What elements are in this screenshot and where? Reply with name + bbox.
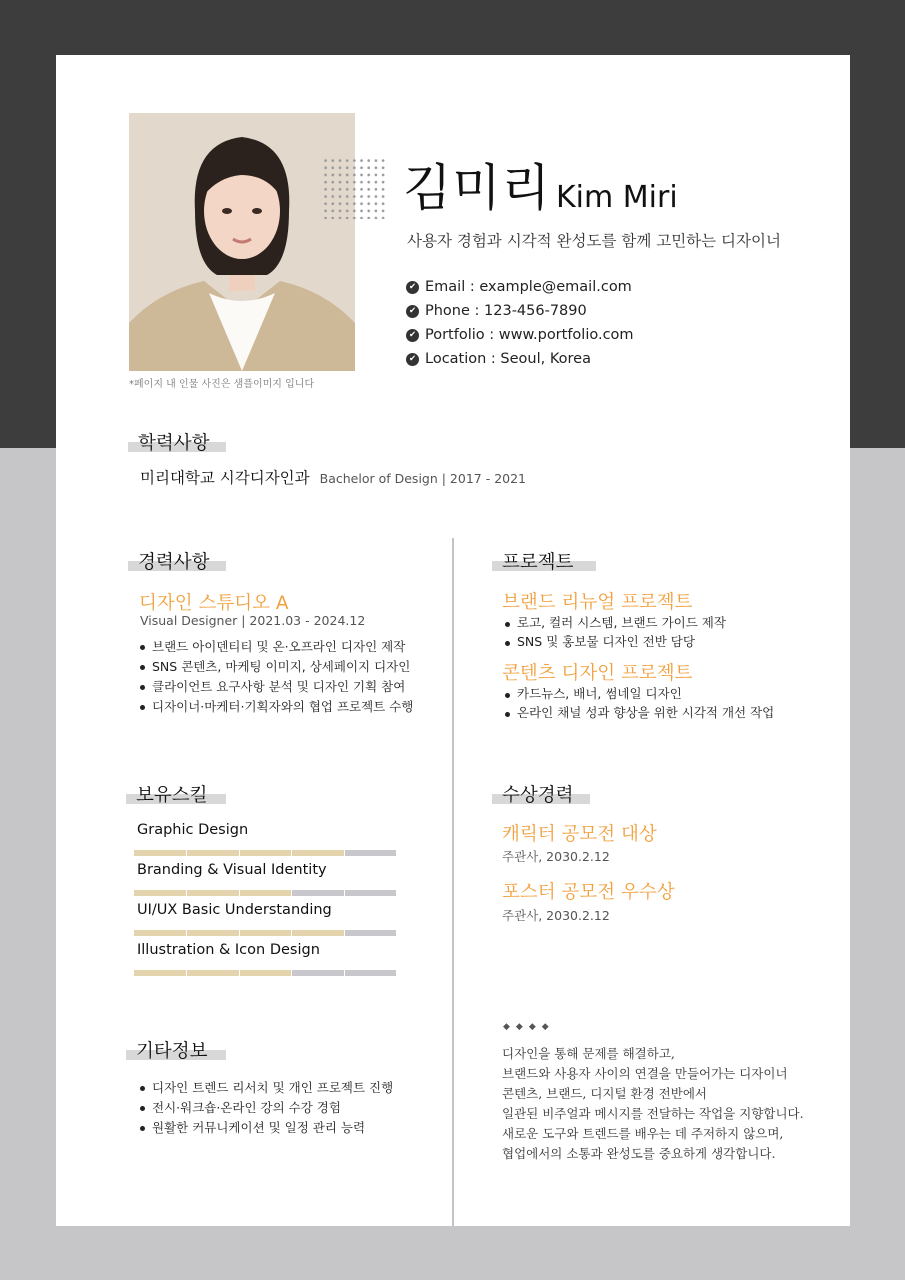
check-circle-icon: ✔ xyxy=(406,305,419,318)
skill-name: Illustration & Icon Design xyxy=(137,942,320,958)
skill-bar-tick xyxy=(239,970,240,976)
section-title: 학력사항 xyxy=(138,433,210,454)
section-title: 수상경력 xyxy=(502,785,574,806)
award-detail: 주관사, 2030.2.12 xyxy=(502,849,610,864)
check-circle-icon: ✔ xyxy=(406,329,419,342)
column-divider xyxy=(452,538,454,1226)
list-item: 디자인 트렌드 리서치 및 개인 프로젝트 진행 xyxy=(138,1078,393,1098)
skill-bar-tick xyxy=(291,890,292,896)
skill-bar-tick xyxy=(344,930,345,936)
contact-label: Location : Seoul, Korea xyxy=(425,351,591,367)
skill-name: UI/UX Basic Understanding xyxy=(137,902,332,918)
section-title: 경력사항 xyxy=(138,552,210,573)
list-item: SNS 및 홍보물 디자인 전반 담당 xyxy=(503,633,726,652)
project-bullets xyxy=(503,685,774,722)
skill-bar-tick xyxy=(239,850,240,856)
contact-email[interactable] xyxy=(406,275,634,299)
list-item: 카드뉴스, 배너, 썸네일 디자인 xyxy=(503,685,774,704)
career-role: Visual Designer | 2021.03 - 2024.12 xyxy=(140,613,366,628)
check-circle-icon: ✔ xyxy=(406,281,419,294)
bio-line: 협업에서의 소통과 완성도를 중요하게 생각합니다. xyxy=(502,1146,776,1161)
career-bullets xyxy=(138,637,413,717)
skill-bar-fill xyxy=(134,890,291,896)
award-detail: 주관사, 2030.2.12 xyxy=(502,908,610,923)
skill-bar-tick xyxy=(291,930,292,936)
skill-bar-tick xyxy=(239,930,240,936)
award-title: 포스터 공모전 우수상 xyxy=(502,882,675,903)
skill-bar-tick xyxy=(291,850,292,856)
tagline: 사용자 경험과 시각적 완성도를 함께 고민하는 디자이너 xyxy=(407,232,781,250)
skill-bar-tick xyxy=(186,930,187,936)
bio-line: 일관된 비주얼과 메시지를 전달하는 작업을 지향합니다. xyxy=(502,1106,804,1121)
education-entry xyxy=(140,466,526,488)
contact-list xyxy=(406,275,634,371)
section-title: 보유스킬 xyxy=(136,785,208,806)
bio-line: 디자인을 통해 문제를 해결하고, xyxy=(502,1046,675,1061)
education-school: 미리대학교 시각디자인과 xyxy=(140,469,310,487)
skill-bar-tick xyxy=(239,890,240,896)
skill-bar-tick xyxy=(186,970,187,976)
list-item: 클라이언트 요구사항 분석 및 디자인 기획 참여 xyxy=(138,677,413,697)
list-item: SNS 콘텐츠, 마케팅 이미지, 상세페이지 디자인 xyxy=(138,657,413,677)
skill-name: Branding & Visual Identity xyxy=(137,862,327,878)
skill-name: Graphic Design xyxy=(137,822,249,838)
bio-line: 브랜드와 사용자 사이의 연결을 만들어가는 디자이너 xyxy=(502,1066,788,1081)
project-title: 콘텐츠 디자인 프로젝트 xyxy=(502,663,693,684)
project-bullets xyxy=(503,614,726,651)
education-detail: Bachelor of Design | 2017 - 2021 xyxy=(319,471,527,486)
career-company: 디자인 스튜디오 A xyxy=(139,593,289,614)
contact-label: Email : example@email.com xyxy=(425,279,632,295)
skill-item xyxy=(134,859,396,896)
list-item: 전시·워크숍·온라인 강의 수강 경험 xyxy=(138,1098,393,1118)
skill-bar-tick xyxy=(186,850,187,856)
diamond-ornament: ◆◆◆◆ xyxy=(503,1022,555,1032)
check-circle-icon: ✔ xyxy=(406,353,419,366)
skill-bar xyxy=(134,930,396,936)
skill-bar-tick xyxy=(186,890,187,896)
contact-portfolio[interactable] xyxy=(406,323,634,347)
list-item: 온라인 채널 성과 향상을 위한 시각적 개선 작업 xyxy=(503,704,774,723)
skill-item xyxy=(134,939,396,976)
list-item: 브랜드 아이덴티티 및 온·오프라인 디자인 제작 xyxy=(138,637,413,657)
skill-bar-tick xyxy=(291,970,292,976)
contact-location xyxy=(406,347,634,371)
skill-bar-tick xyxy=(344,970,345,976)
skill-item xyxy=(134,899,396,936)
profile-photo xyxy=(129,113,355,371)
skill-item xyxy=(134,819,396,856)
list-item: 디자이너·마케터·기획자와의 협업 프로젝트 수행 xyxy=(138,697,413,717)
bio-line: 새로운 도구와 트렌드를 배우는 데 주저하지 않으며, xyxy=(502,1126,784,1141)
name-korean: 김미리 xyxy=(403,159,551,217)
skill-bar xyxy=(134,850,396,856)
list-item: 원활한 커뮤니케이션 및 일정 관리 능력 xyxy=(138,1118,393,1138)
skill-bar-fill xyxy=(134,970,291,976)
project-title: 브랜드 리뉴얼 프로젝트 xyxy=(502,592,693,613)
name-english: Kim Miri xyxy=(556,180,678,215)
section-title: 프로젝트 xyxy=(502,552,574,573)
bio-text xyxy=(502,1044,804,1164)
bio-line: 콘텐츠, 브랜드, 디지털 환경 전반에서 xyxy=(502,1086,707,1101)
skill-bar xyxy=(134,890,396,896)
contact-label: Phone : 123-456-7890 xyxy=(425,303,587,319)
skill-bar xyxy=(134,970,396,976)
list-item: 로고, 컬러 시스템, 브랜드 가이드 제작 xyxy=(503,614,726,633)
section-title: 기타정보 xyxy=(136,1041,208,1062)
award-title: 캐릭터 공모전 대상 xyxy=(502,824,657,845)
skill-bar-tick xyxy=(344,890,345,896)
photo-note: *페이지 내 인물 사진은 샘플이미지 입니다 xyxy=(129,379,315,390)
other-info-bullets xyxy=(138,1078,393,1138)
dot-pattern-decoration xyxy=(322,157,388,219)
contact-label: Portfolio : www.portfolio.com xyxy=(425,327,634,343)
contact-phone[interactable] xyxy=(406,299,634,323)
skill-bar-tick xyxy=(344,850,345,856)
